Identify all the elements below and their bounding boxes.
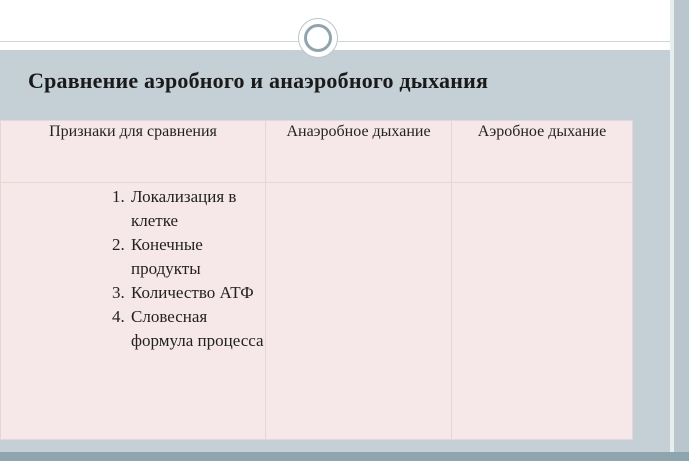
header-anaerobic: Анаэробное дыхание bbox=[266, 121, 452, 183]
list-item: Локализация в клетке bbox=[131, 187, 237, 230]
header-criteria: Признаки для сравнения bbox=[1, 121, 266, 183]
divider-line bbox=[0, 41, 689, 42]
table-row bbox=[1, 183, 633, 440]
list-item: Словесная формула процесса bbox=[131, 307, 264, 350]
aerobic-cell bbox=[452, 183, 633, 440]
slide-title: Сравнение аэробного и анаэробного дыхания bbox=[28, 68, 489, 93]
comparison-table bbox=[0, 120, 633, 440]
slide-bottom-border bbox=[0, 452, 689, 461]
list-item: Конечные продукты bbox=[131, 235, 203, 278]
slide-right-border-highlight bbox=[670, 0, 674, 461]
anaerobic-cell bbox=[266, 183, 452, 440]
decorative-circle-icon bbox=[298, 18, 338, 58]
decorative-ring bbox=[304, 24, 332, 52]
table-header-row bbox=[1, 121, 633, 183]
list-item: Количество АТФ bbox=[131, 283, 254, 302]
header-aerobic: Аэробное дыхание bbox=[452, 121, 633, 183]
criteria-list bbox=[2, 185, 264, 353]
criteria-cell bbox=[1, 183, 266, 440]
slide-top-area bbox=[0, 0, 689, 50]
